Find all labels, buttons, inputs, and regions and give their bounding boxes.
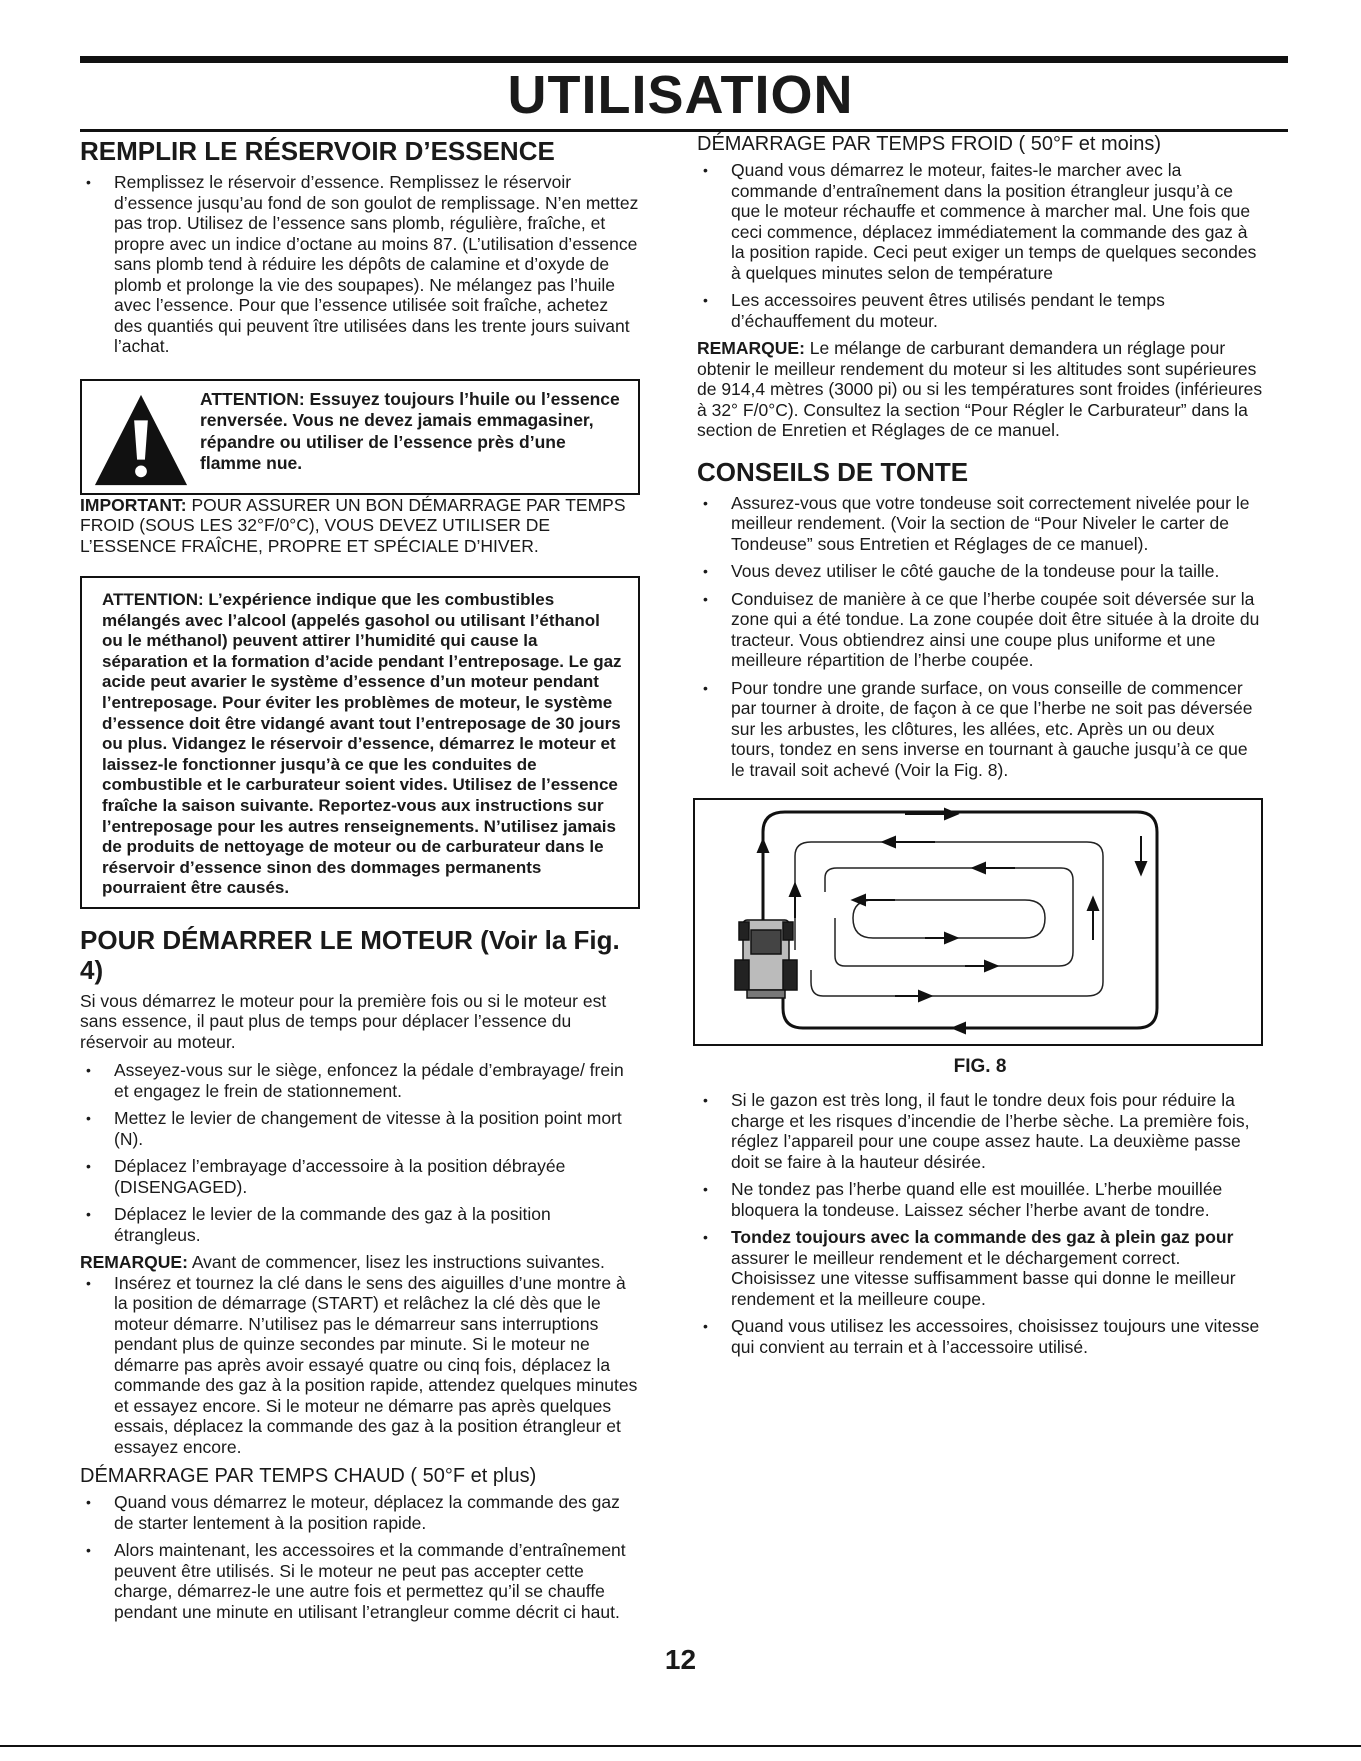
left-column [80,136,640,1629]
start-bullet: • Mettez le levier de changement de vitesse à la position point mort (N). [80,1108,640,1149]
full-throttle-rest: assurer le meilleur rendement et le déchargement correct. Choisissez une vitesse suffisamment basse qui donne le meilleur rendement et la meilleure coupe. [731,1247,1236,1309]
cold-start-bullet: • Les accessoires peuvent êtres utilisés pendant le temps d’échauffement du moteur. [697,290,1263,331]
fuel-list [80,172,640,357]
cold-start-bullet: • Quand vous démarrez le moteur, faites-le marcher avec la commande d’entraînement dans la position étrangleur jusqu’à ce que le moteur réchauffe et commence à marcher mal. Une fois que ceci commence, déplacez immédiatement la commande des gaz à la position rapide. Ceci peut exiger un temps de quelques secondes à quelques minutes selon de température [697,160,1263,283]
start-list [80,1060,640,1245]
key-list [80,1273,640,1458]
fuel-bullet: • Remplissez le réservoir d’essence. Remplissez le réservoir d’essence jusqu’au fond de son goulot de remplissage. N’en mettez pas trop. Utilisez de l’essence sans plomb, régulière, fraîche, et propre avec un indice d’octane au moins 87. (L’utilisation d’essence sans plomb tend à réduire les dépôts de calamine et d’oxyde de plomb et prolonge la vie des soupapes). Ne mélangez pas l’huile avec l’essence. Pour que l’essence utilisée soit fraîche, achetez des quantiés qui peuvent ître utilisées dans les trente jours suivant l’achat. [80,172,640,357]
start-remark [80,1252,640,1273]
mowing-list-2 [697,1090,1263,1357]
mowing-bullet [697,1227,1263,1309]
warning-triangle-icon [92,391,190,489]
start-bullet: • Asseyez-vous sur le siège, enfoncez la pédale d’embrayage/ frein et engagez le frein de stationnement. [80,1060,640,1101]
warm-start-bullet: • Alors maintenant, les accessoires et la commande d’entraînement peuvent être utilisés. Si le moteur ne peut pas accepter cette charge, démarrez-le une autre fois et permettez qu’il se chauffe pendant une minute en utilisant l’etrangleur comme décrit ci haut. [80,1540,640,1622]
mowing-heading: CONSEILS DE TONTE [697,456,969,487]
start-remark-label: REMARQUE: [80,1252,188,1273]
fuel-heading: REMPLIR LE RÉSERVOIR D’ESSENCE [80,136,555,166]
start-remark-text: Avant de commencer, lisez les instructions suivantes. [191,1252,605,1273]
key-bullet: • Insérez et tournez la clé dans le sens des aiguilles d’une montre à la position de démarrage (START) et relâchez la clé dès que le moteur démarre. N’utilisez pas le démarreur sans interruptions pendant plus de quinze secondes par minute. Si le moteur ne démarre pas après avoir essayé quatre ou cinq fois, déplacez la commande des gaz à la position rapide, attendez quelques minutes et essayez encore. Si le moteur ne démarre pas après quelques essais, déplacez la commande des gaz à la position étrangleur et essayez encore. [80,1273,640,1458]
full-throttle-strong: Tondez toujours avec la commande des gaz à plein gaz pour [731,1227,1234,1247]
page-title: UTILISATION [507,65,854,125]
warm-start-heading: DÉMARRAGE PAR TEMPS CHAUD ( 50°F et plus) [80,1465,537,1488]
alcohol-fuel-warning-box: ATTENTION: L’expérience indique que les combustibles mélangés avec l’alcool (appelés gasohol ou utilisant l’éthanol ou le méthanol) peuvent attirer l’humidité qui cause la séparation et la formation d’acide pendant l’entreposage. Le gaz acide peut avarier le système d’essence d’un moteur pendant l’entreposage. Pour éviter les problèmes de moteur, le système d’essence doit être vidangé avant tout l’entreposage de 30 jours ou plus. Vidangez le réservoir d’essence, démarrez le moteur et laissez-le fonctionner jusqu’à ce que les conduites de combustible et le carburateur soient vides. Utilisez de l’essence fraîche la saison suivante. Reportez-vous aux instructions sur l’entreposage pour les autres renseignements. N’utilisez jamais de produits de nettoyage de moteur ou de carburateur dans le réservoir d’essence sinon des dommages permanents pourraient être causés. [80,576,640,909]
right-column [697,133,1263,1364]
bottom-rule [0,1745,1361,1747]
important-note [80,495,640,557]
mowing-bullet: • Si le gazon est très long, il faut le tondre deux fois pour réduire la charge et les risques d’incendie de l’herbe sèche. La première fois, réglez l’appareil pour une coupe assez haute. La deuxième passe doit se faire à la hauteur désirée. [697,1090,1263,1172]
mowing-pattern-diagram [695,800,1257,1040]
page-number: 12 [664,1644,697,1675]
cold-remark [697,338,1263,441]
tractor-icon [735,920,797,998]
mowing-list [697,493,1263,781]
mowing-bullet: • Assurez-vous que votre tondeuse soit correctement nivelée pour le meilleur rendement. (Voir la section de “Pour Niveler le carter de Tondeuse” sous Entretien et Réglages de ce manuel). [697,493,1263,555]
mowing-bullet: • Ne tondez pas l’herbe quand elle est mouillée. L’herbe mouillée bloquera la tondeuse. Laissez sécher l’herbe avant de tondre. [697,1179,1263,1220]
mowing-bullet: • Quand vous utilisez les accessoires, choisissez toujours une vitesse qui convient au terrain et à l’accessoire utilisé. [697,1316,1263,1357]
flame-warning-text: ATTENTION: Essuyez toujours l’huile ou l’essence renversée. Vous ne devez jamais emmagasiner, répandre ou utiliser de l’essence près d’une flamme nue. [200,388,620,473]
cold-start-heading: DÉMARRAGE PAR TEMPS FROID ( 50°F et moins) [697,133,1162,155]
important-text: POUR ASSURER UN BON DÉMARRAGE PAR TEMPS FROID (SOUS LES 32°F/0°C), VOUS DEVEZ UTILISER DE L’ESSENCE FRAÎCHE, PROPRE ET SPÉCIALE D’HIVER. [80,494,626,556]
mowing-bullet: • Pour tondre une grande surface, on vous conseille de commencer par tourner à droite, de façon à ce que l’herbe ne soit pas déversée sur les arbustes, les clôtures, les allées, etc. Après un ou deux tours, tondez en sens inverse en tournant à gauche jusqu’à ce que le travail soit achevé (Voir la Fig. 8). [697,678,1263,781]
mowing-bullet: • Conduisez de manière à ce que l’herbe coupée soit déversée sur la zone qui a été tondue. La zone coupée doit être située à la droite du tracteur. Vous obtiendrez ainsi une coupe plus uniforme et une meilleure répartition de l’herbe coupée. [697,589,1263,671]
warm-start-bullet: • Quand vous démarrez le moteur, déplacez la commande des gaz de starter lentement à la position rapide. [80,1492,640,1533]
mowing-bullet: • Vous devez utiliser le côté gauche de la tondeuse pour la taille. [697,561,1263,582]
cold-start-list [697,160,1263,331]
start-intro: Si vous démarrez le moteur pour la première fois ou si le moteur est sans essence, il paut plus de temps pour déplacer l’essence du réservoir au moteur. [80,990,607,1052]
warm-start-list [80,1492,640,1622]
start-bullet: • Déplacez le levier de la commande des gaz à la position étrangleus. [80,1204,640,1245]
figure-caption: FIG. 8 [953,1056,1007,1077]
flame-warning-box [80,379,640,495]
cold-remark-text: Le mélange de carburant demandera un réglage pour obtenir le meilleur rendement du moteur si les altitudes sont supérieures de 914,4 mètres (3000 pi) ou si les températures sont froides (inférieures à 32° F/0°C). Consultez la section “Pour Régler le Carburateur” dans la section de Enretien et Réglages de ce manuel. [697,338,1263,440]
mowing-pattern-figure [693,798,1263,1046]
important-label: IMPORTANT: [80,494,187,515]
start-heading: POUR DÉMARRER LE MOTEUR (Voir la Fig. 4) [80,924,620,985]
cold-remark-label: REMARQUE: [697,338,805,358]
start-bullet: • Déplacez l’embrayage d’accessoire à la position débrayée (DISENGAGED). [80,1156,640,1197]
